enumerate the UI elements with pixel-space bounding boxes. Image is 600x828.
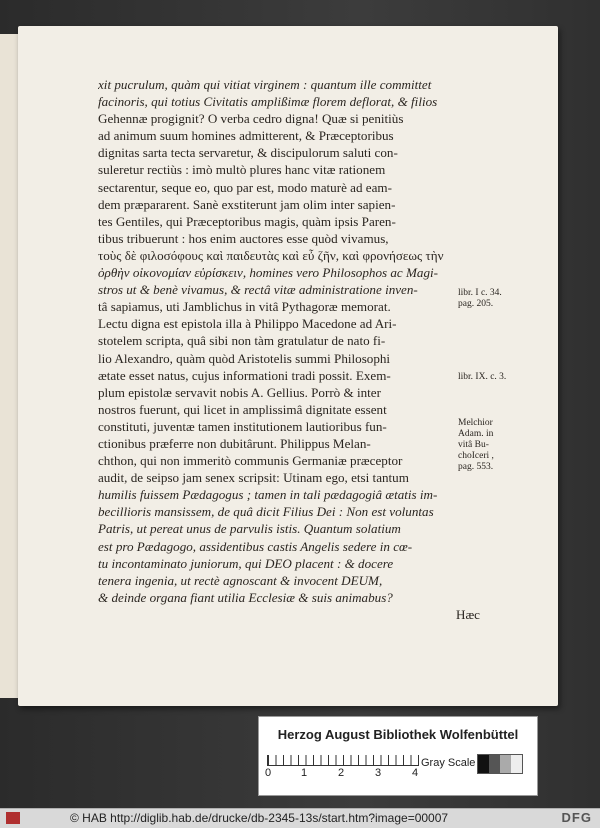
text-line: tes Gentiles, qui Præceptoribus magis, quàm ipsis Paren- <box>98 213 396 229</box>
text-line: Lectu digna est epistola illa à Philippo Macedone ad Ari- <box>98 316 397 332</box>
text-line: dignitas sarta tecta servaretur, & discipulorum saluti con- <box>98 145 398 161</box>
margin-note-3-line-4: choIceri , <box>458 451 494 461</box>
text-line: constituti, juventæ tamen institutionem lautioribus fun- <box>98 418 387 434</box>
ruler-number-2: 2 <box>338 767 345 779</box>
margin-note-3-line-3: vitâ Bu- <box>458 440 489 450</box>
viewer-footer <box>0 808 600 828</box>
copyright-url[interactable]: © HAB http://diglib.hab.de/drucke/db-2345-13s/start.htm?image=00007 <box>70 811 449 825</box>
text-line: Gehennæ progignit? O verba cedro digna! Quæ si penitiùs <box>98 111 404 127</box>
ruler-number-4: 4 <box>412 767 419 779</box>
library-name: Herzog August Bibliothek Wolfenbüttel <box>277 727 519 742</box>
ruler-scale <box>267 755 417 779</box>
page-text <box>98 76 480 623</box>
margin-note-1-line-1: libr. I c. 34. <box>458 288 502 298</box>
text-line: stros ut & benè vivamus, & rectâ vitæ administratione inven- <box>98 282 418 298</box>
ruler-number-3: 3 <box>375 767 382 779</box>
text-line: tibus tribuerunt : hos enim auctores esse quòd vivamus, <box>98 230 389 246</box>
margin-note-3-line-2: Adam. in <box>458 429 494 439</box>
gray-swatch <box>500 755 511 773</box>
text-line: τοὺς δὲ φιλοσόφους καὶ παιδευτὰς καὶ εὖ ζῆν, καὶ φρονήσεως τὴν <box>98 247 444 263</box>
text-line: ad animum suum homines admitterent, & Præceptoribus <box>98 128 394 144</box>
text-line: ctionibus præferre non dubitârunt. Philippus Melan- <box>98 435 371 451</box>
margin-note-2-line-1: libr. IX. c. 3. <box>458 372 507 382</box>
margin-note-1-line-2: pag. 205. <box>458 299 494 309</box>
text-line: becillioris mansissem, de quâ dicit Filius Dei : Non est voluntas <box>98 504 434 520</box>
text-line: humilis fuissem Pædagogus ; tamen in tali pædagogiâ ætatis im- <box>98 487 438 503</box>
catchword: Hæc <box>455 606 480 622</box>
text-line: chthon, qui non immeritò communis Germaniæ præceptor <box>98 453 403 469</box>
gray-swatch <box>478 755 489 773</box>
text-line: audit, de seipso jam senex scripsit: Utinam ego, etsi tantum <box>98 470 409 486</box>
gray-scale-label: Gray Scale <box>421 757 476 769</box>
text-line: ὀρθὴν οἰκονομίαν εὑρίσκειν, homines vero Philosophos ac Magi- <box>98 265 438 281</box>
text-line: sectarentur, seque eo, quo par est, modo maturè ad eam- <box>98 179 392 195</box>
ruler-number-1: 1 <box>301 767 308 779</box>
text-line: Patris, ut pereat unus de parvulis istis. Quantum solatium <box>98 521 401 537</box>
book-page <box>18 26 558 706</box>
text-line: est pro Pædagogo, assidentibus castis Angelis sedere in cœ- <box>98 538 413 554</box>
gray-scale-swatches <box>477 754 523 774</box>
gray-swatch <box>511 755 522 773</box>
text-line: tenera ingenia, ut rectè agnoscant & invocent DEUM, <box>98 572 383 588</box>
text-line: suleretur rectiùs : imò multò plures hanc vitæ rationem <box>98 162 386 178</box>
text-line: dem præpararent. Sanè exstiterunt jam olim inter sapien- <box>98 196 396 212</box>
margin-note-3 <box>458 418 494 473</box>
dfg-logo: DFG <box>561 810 592 825</box>
text-line: xit pucrulum, quàm qui vitiat virginem : quantum ille committet <box>98 77 432 92</box>
text-line: lio Alexandro, quàm quòd Aristotelis summi Philosophi <box>98 350 391 366</box>
margin-note-3-line-5: pag. 553. <box>458 462 494 472</box>
library-color-card <box>258 716 538 796</box>
text-line: tu incontaminato juniorum, qui DEO placent : & docere <box>98 555 394 571</box>
margin-note-2 <box>458 372 506 383</box>
text-line: facinoris, qui totius Civitatis amplißimæ florem deflorat, & filios <box>98 94 438 110</box>
text-line: & deinde organa fiant utilia Ecclesiæ & suis animabus? <box>98 589 393 605</box>
ruler-number-0: 0 <box>265 767 272 779</box>
text-line: plum epistolæ servavit nobis A. Gellius. Porrò & inter <box>98 384 381 400</box>
text-line: ætate esset natus, cujus informationi tradi possit. Exem- <box>98 367 391 383</box>
text-line: tâ sapiamus, uti Jamblichus in vitâ Pythagoræ memorat. <box>98 299 391 315</box>
margin-note-3-line-1: Melchior <box>458 418 493 428</box>
flag-icon <box>6 812 20 824</box>
ruler-bar <box>267 755 419 766</box>
text-line: nostros fuerunt, qui licet in amplissimâ dignitate essent <box>98 401 387 417</box>
text-line: stotelem scripta, quâ sibi non tàm gratulatur de nato fi- <box>98 333 386 349</box>
gray-swatch <box>489 755 500 773</box>
margin-note-1 <box>458 288 502 310</box>
